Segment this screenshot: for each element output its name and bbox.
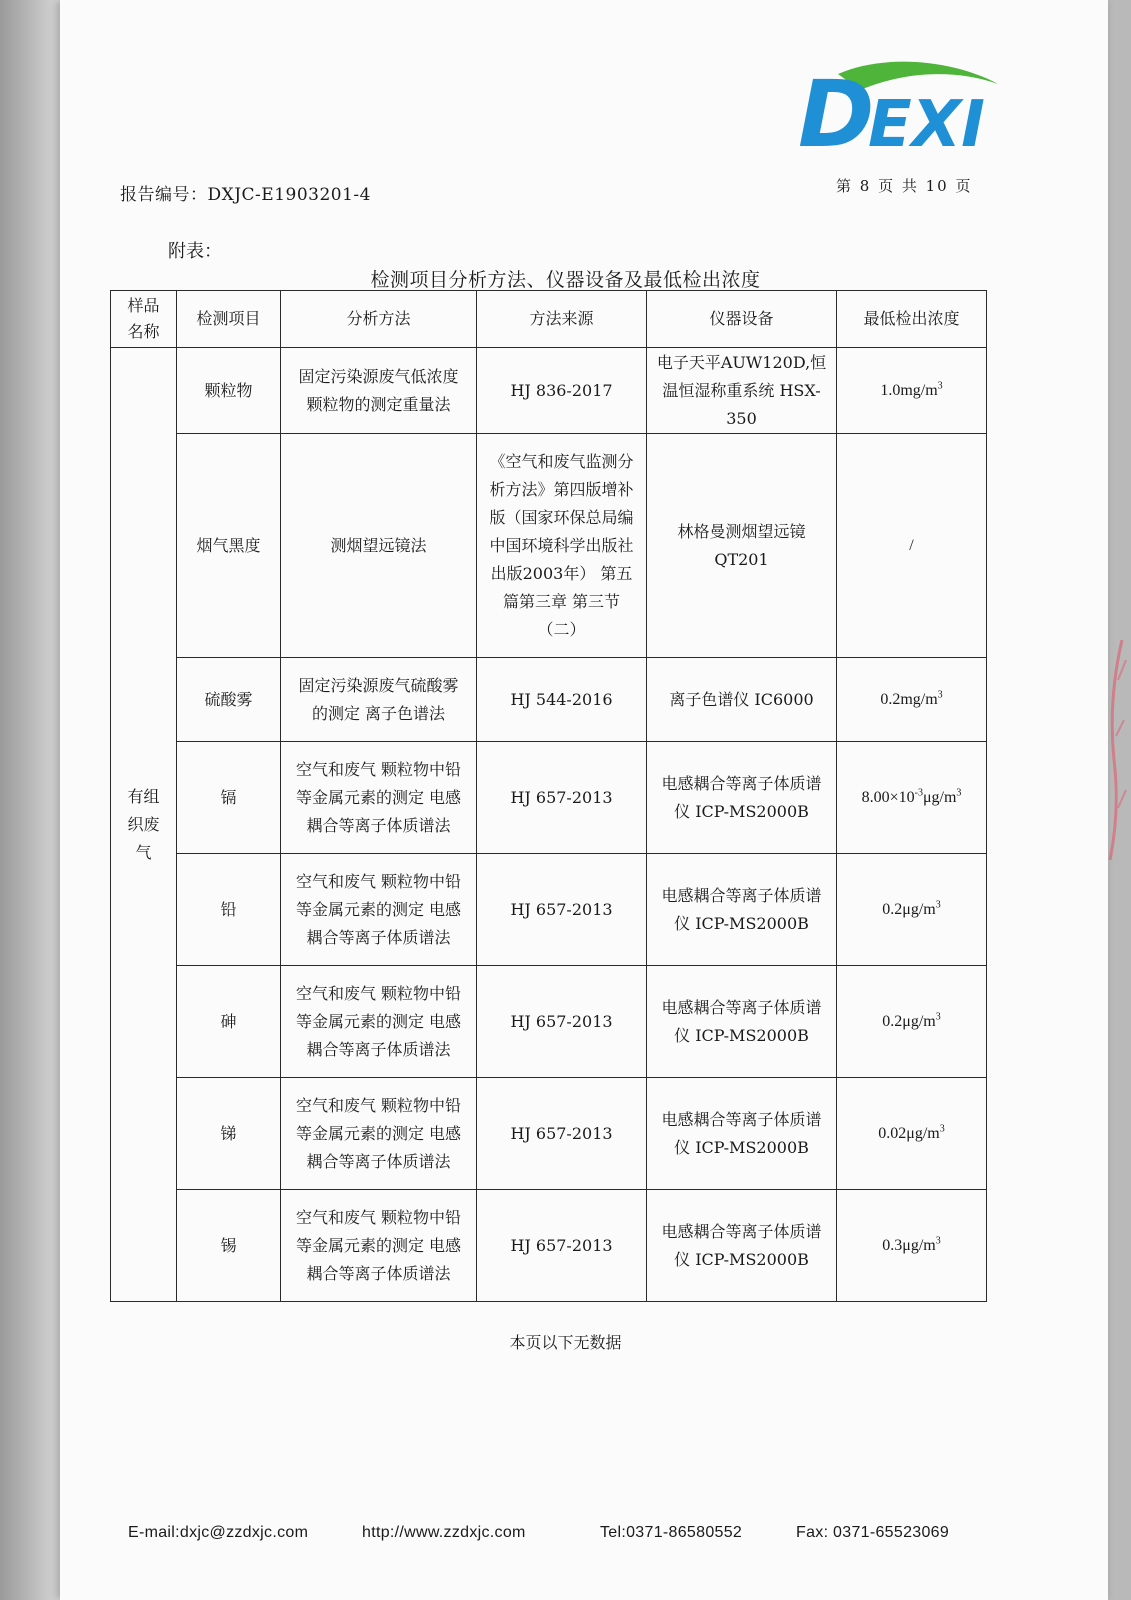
contact-tel: Tel:0371-86580552 xyxy=(600,1524,743,1541)
report-number: 报告编号：DXJC-E1903201-4 xyxy=(120,185,371,205)
source-cell: 《空气和废气监测分析方法》第四版增补版（国家环保总局编 中国环境科学出版社出版2003年） 第五篇第三章 第三节（二） xyxy=(477,434,647,658)
page-info: 第 8 页 共 10 页 xyxy=(836,177,973,195)
item-cell: 砷 xyxy=(177,966,281,1078)
method-cell: 空气和废气 颗粒物中铅等金属元素的测定 电感耦合等离子体质谱法 xyxy=(281,854,477,966)
limit-cell: $0.2\mu g/m^3$ xyxy=(837,854,987,966)
method-cell: 测烟望远镜法 xyxy=(281,434,477,658)
limit-cell: $0.2mg/m^3$ xyxy=(837,658,987,742)
method-cell: 空气和废气 颗粒物中铅等金属元素的测定 电感耦合等离子体质谱法 xyxy=(281,966,477,1078)
table-row xyxy=(111,854,987,966)
col-header-instrument: 仪器设备 xyxy=(647,291,837,348)
instrument-cell: 电感耦合等离子体质谱仪 ICP-MS2000B xyxy=(647,1078,837,1190)
contact-website: http://www.zzdxjc.com xyxy=(362,1524,526,1541)
item-cell: 锑 xyxy=(177,1078,281,1190)
item-cell: 铅 xyxy=(177,854,281,966)
source-cell: HJ 657-2013 xyxy=(477,1190,647,1302)
source-cell: HJ 657-2013 xyxy=(477,1078,647,1190)
instrument-cell: 电子天平AUW120D,恒温恒湿称重系统 HSX-350 xyxy=(647,348,837,434)
no-data-note: 本页以下无数据 xyxy=(509,1333,622,1352)
table-row xyxy=(111,348,987,434)
limit-cell: $8.00\times 10^{-3}\mu g/m^3$ xyxy=(837,742,987,854)
instrument-cell: 电感耦合等离子体质谱仪 ICP-MS2000B xyxy=(647,854,837,966)
sample-name-cell: 有组织废气 xyxy=(111,348,177,1302)
method-cell: 空气和废气 颗粒物中铅等金属元素的测定 电感耦合等离子体质谱法 xyxy=(281,1190,477,1302)
limit-cell: $0.02\mu g/m^3$ xyxy=(837,1078,987,1190)
table-title: 检测项目分析方法、仪器设备及最低检出浓度 xyxy=(370,269,761,291)
method-cell: 空气和废气 颗粒物中铅等金属元素的测定 电感耦合等离子体质谱法 xyxy=(281,742,477,854)
table-header-row xyxy=(111,291,987,348)
source-cell: HJ 657-2013 xyxy=(477,854,647,966)
col-header-limit: 最低检出浓度 xyxy=(837,291,987,348)
scan-edge xyxy=(0,0,60,1600)
table-row xyxy=(111,742,987,854)
col-header-source: 方法来源 xyxy=(477,291,647,348)
svg-text:D: D xyxy=(798,61,875,160)
seal-stamp-fragment xyxy=(1100,640,1130,860)
table-row xyxy=(111,966,987,1078)
method-cell: 固定污染源废气低浓度颗粒物的测定重量法 xyxy=(281,348,477,434)
limit-cell: $0.2\mu g/m^3$ xyxy=(837,966,987,1078)
instrument-cell: 林格曼测烟望远镜QT201 xyxy=(647,434,837,658)
source-cell: HJ 544-2016 xyxy=(477,658,647,742)
table-row xyxy=(111,1078,987,1190)
item-cell: 硫酸雾 xyxy=(177,658,281,742)
source-cell: HJ 657-2013 xyxy=(477,742,647,854)
col-header-item: 检测项目 xyxy=(177,291,281,348)
item-cell: 镉 xyxy=(177,742,281,854)
source-cell: HJ 657-2013 xyxy=(477,966,647,1078)
limit-cell: $0.3\mu g/m^3$ xyxy=(837,1190,987,1302)
col-header-method: 分析方法 xyxy=(281,291,477,348)
instrument-cell: 电感耦合等离子体质谱仪 ICP-MS2000B xyxy=(647,966,837,1078)
instrument-cell: 离子色谱仪 IC6000 xyxy=(647,658,837,742)
svg-text:EXI: EXI xyxy=(868,88,985,160)
table-row xyxy=(111,434,987,658)
method-cell: 空气和废气 颗粒物中铅等金属元素的测定 电感耦合等离子体质谱法 xyxy=(281,1078,477,1190)
limit-cell: $1.0mg/m^3$ xyxy=(837,348,987,434)
instrument-cell: 电感耦合等离子体质谱仪 ICP-MS2000B xyxy=(647,1190,837,1302)
contact-fax: Fax: 0371-65523069 xyxy=(796,1524,950,1541)
limit-cell: / xyxy=(837,434,987,658)
item-cell: 烟气黑度 xyxy=(177,434,281,658)
col-header-sample: 样品名称 xyxy=(111,291,177,348)
instrument-cell: 电感耦合等离子体质谱仪 ICP-MS2000B xyxy=(647,742,837,854)
table-row xyxy=(111,1190,987,1302)
table-row xyxy=(111,658,987,742)
methods-table xyxy=(110,290,987,1302)
method-cell: 固定污染源废气硫酸雾的测定 离子色谱法 xyxy=(281,658,477,742)
appendix-label: 附表： xyxy=(168,241,222,262)
dexi-logo xyxy=(798,56,1018,160)
item-cell: 颗粒物 xyxy=(177,348,281,434)
contact-email: E-mail:dxjc@zzdxjc.com xyxy=(128,1524,309,1541)
item-cell: 锡 xyxy=(177,1190,281,1302)
source-cell: HJ 836-2017 xyxy=(477,348,647,434)
